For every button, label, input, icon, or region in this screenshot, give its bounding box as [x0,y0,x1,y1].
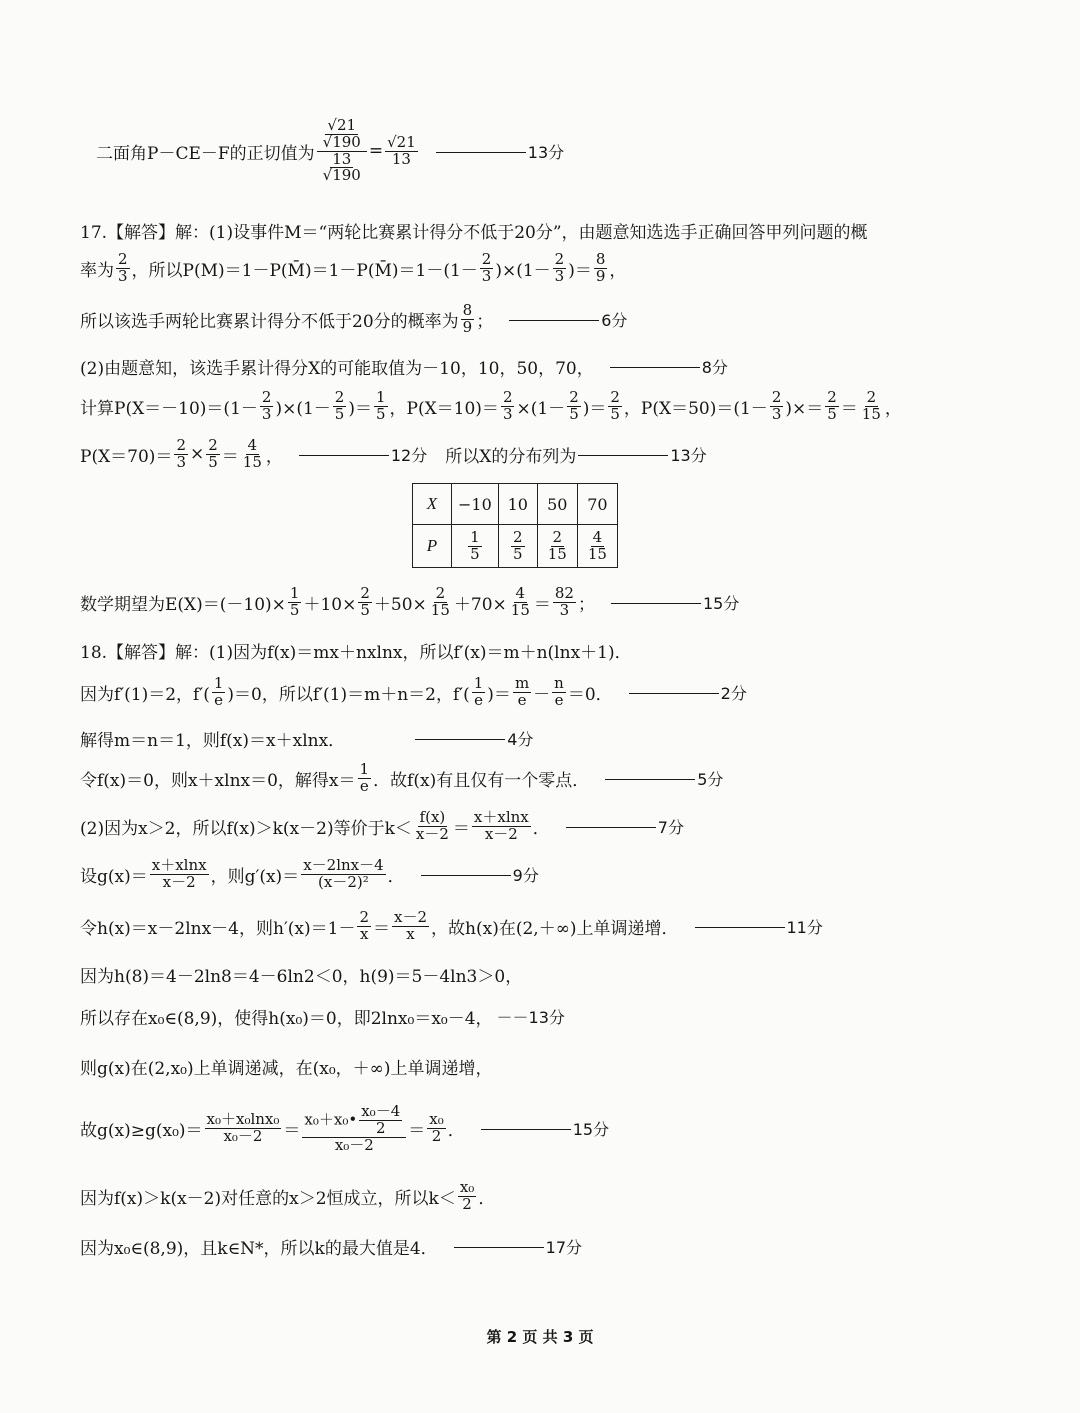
fraction: $\frac{2}{5}$ [610,388,620,423]
fraction: $\frac{8}{9}$ [595,250,606,285]
fraction: $\frac{2}{5}$ [360,584,370,619]
table-cell: 70 [577,484,617,525]
line-zero-point: 令f(x)＝0，则x＋xlnx＝0，解得x＝ $\frac{1}{e}$ ．故f(x)有且仅有一个零点． 5分 [80,760,724,795]
line-monotonicity: 则g(x)在(2,x₀)上单调递减，在(x₀，＋∞)上单调递增， [80,1059,493,1079]
line-solve-mn: 解得m＝n＝1，则f(x)＝x＋xlnx． 4分 [80,726,1020,751]
score-mark: 13分 [670,445,707,465]
fraction: $\frac{x+xlnx}{x-2}$ [151,856,207,891]
table-cell: $\frac{2}{15}$ [537,525,577,568]
table-cell: 10 [498,484,537,525]
line-define-g: 设g(x)＝ $\frac{x+xlnx}{x-2}$ ，则g′(x)＝ $\frac{x-2\ln x-4}{\text{(x－2)²}}$ ． 9分 [80,856,539,891]
line-possible-values: (2)由题意知，该选手累计得分X的可能取值为－10，10，50，70， 8分 [80,354,1020,379]
text: 二面角P－CE－F的正切值为 [96,143,315,164]
fraction: $\frac{x-2}{x}$ [394,908,428,943]
table-header-p: P [413,525,452,568]
score-mark: 4分 [507,730,534,749]
fraction: $\frac{2}{5}$ [827,388,837,423]
score-mark: 2分 [720,683,747,703]
line-h-values: 因为h(8)＝4－2ln8＝4－6ln2＜0，h(9)＝5－4ln3＞0， [80,967,523,987]
fraction: $\frac{4}{15}$ [242,436,262,471]
table-cell: $\frac{2}{5}$ [498,525,537,568]
table-cell: $\frac{1}{5}$ [452,525,499,568]
line-root-x0: 所以存在x₀∈(8,9)，使得h(x₀)＝0，即2lnx₀＝x₀－4， －－13分 [80,1004,1020,1029]
score-mark: 11分 [786,917,823,937]
table-row [413,484,618,525]
score-mark: 13分 [527,142,565,162]
page-footer: 第 2 页 共 3 页 [486,1328,594,1346]
dash-leader [611,603,701,604]
fraction: $\frac{2}{3}$ [176,436,186,471]
fraction: $\frac{2}{15}$ [430,584,450,619]
score-mark: 5分 [697,769,724,789]
dash-leader [578,455,668,456]
fraction: $\frac{n}{e}$ [554,674,564,709]
dash-leader [436,152,526,153]
fraction: $\frac{1}{e}$ [359,760,370,795]
fraction: $\frac{2}{15}$ [861,388,881,423]
fraction: $\frac{2}{3}$ [554,250,565,285]
score-mark: 15分 [702,593,740,613]
fraction: $\frac{2}{5}$ [208,436,218,471]
dash-leader [509,320,599,321]
fraction: $\frac{1}{e}$ [473,674,484,709]
fraction: $\frac{1}{5}$ [289,584,300,619]
line-derivative-conditions: 因为f′(1)＝2，f′( $\frac{1}{e}$ )＝0，所以f′(1)＝m＋n＝2，f′( $\frac{1}{e}$ )＝ $\frac{m}{e}$ － $\frac{n}{e}$ ＝0． 2分 [80,674,747,709]
line-final-answer: 因为x₀∈(8,9)，且k∈N*，所以k的最大值是4． 17分 [80,1234,1020,1259]
fraction: $\frac{x+xlnx}{x-2}$ [473,808,529,843]
table-row [413,525,618,568]
line-probability-calculations: 计算P(X＝－10)＝(1－ $\frac{2}{3}$ )×(1－ $\frac{2}{5}$ )＝ $\frac{1}{5}$ ，P(X＝10)＝ $\frac{2}{3}$ ×(1－ $\frac{2}{5}$ )＝ $\frac{2}{5}$ ，P(X＝50)＝(1－ $\frac{2}{3}$ )×＝ $\frac{2}{5}$ ＝ $\frac{2}{15}$ ， [80,388,902,423]
score-mark: －－13分 [496,1008,565,1027]
fraction: $\frac{1}{5}$ [375,388,386,423]
table-header-x: X [413,484,452,525]
score-mark: 15分 [572,1120,610,1140]
line-k-bound: 因为f(x)＞k(x－2)对任意的x＞2恒成立，所以k＜ $\frac{\text{x₀}}{2}$ ． [80,1178,496,1213]
distribution-table [412,483,618,568]
fraction: $\frac{2}{3}$ [261,388,272,423]
table-cell: 50 [537,484,577,525]
dash-leader [610,367,700,368]
line-probability-70: P(X＝70)＝ $\frac{2}{3}$ × $\frac{2}{5}$ ＝ $\frac{4}{15}$ ， 12分 所以X的分布列为 13分 [80,436,707,471]
line-define-h: 令h(x)＝x－2lnx－4，则h′(x)＝1－ $\frac{2}{x}$ ＝ $\frac{x-2}{x}$ ，故h(x)在(2,＋∞)上单调递增． 11分 [80,908,823,943]
table-cell: −10 [452,484,499,525]
fraction: $\frac{2}{3}$ [481,250,492,285]
fraction: $\frac{m}{e}$ [514,674,530,709]
q17-heading: 17.【解答】解：(1)设事件M＝“两轮比赛累计得分不低于20分”，由题意知选选手正确回答甲列问题的概 [80,223,868,243]
dash-leader [481,1129,571,1130]
fraction: $\frac{x-2\ln x-4}{\text{(x－2)²}}$ [303,856,384,891]
dash-leader [415,739,505,740]
fraction: $\frac{8}{9}$ [462,301,473,336]
dash-leader [695,927,785,928]
score-mark: 8分 [701,358,728,377]
line-conclusion-1: 所以该选手两轮比赛累计得分不低于20分的概率为 $\frac{8}{9}$ ； 6分 [80,301,628,336]
line-minimum-g: 故g(x)≥g(x₀)＝ $\frac{\text{x₀＋x₀lnx₀}}{\text{x₀－2}}$ ＝ x₀＋x₀• $\frac{\text{x₀－4}}{2}$ x₀－2 ＝ $\frac{\text{x₀}}{2}$ ． 15分 [80,1102,610,1154]
score-mark: 17分 [545,1238,583,1257]
table-cell: $\frac{4}{15}$ [577,525,617,568]
score-mark: 12分 [390,445,428,465]
dash-leader [605,779,695,780]
q18-heading: 18.【解答】解：(1)因为f(x)＝mx＋nxlnx，所以f′(x)＝m＋n(lnx＋1)． [80,643,632,663]
score-mark: 9分 [512,865,539,885]
dash-leader [566,827,656,828]
score-mark: 7分 [657,817,684,837]
fraction: $\frac{2}{3}$ [502,388,513,423]
fraction: $\frac{2}{3}$ [118,250,128,285]
fraction: $\frac{2}{5}$ [569,388,579,423]
dash-leader [629,693,719,694]
dash-leader [454,1247,544,1248]
compound-fraction: x₀＋x₀• $\frac{\text{x₀－4}}{2}$ x₀－2 [302,1104,406,1153]
fraction: $\frac{1}{e}$ [213,674,224,709]
fraction: $\frac{\text{x₀}}{2}$ [459,1178,475,1213]
fraction: $\frac{\text{x₀}}{2}$ [429,1110,444,1146]
compound-fraction: $\frac{\frac{√21}{√190}}{\frac{13}{√190}}$ [317,118,367,184]
fraction: $\frac{2}{x}$ [359,908,370,943]
dash-leader [299,455,389,456]
line-expectation: 数学期望为E(X)＝(－10)× $\frac{1}{5}$ ＋10× $\frac{2}{5}$ ＋50× $\frac{2}{15}$ ＋70× $\frac{4}{15}$ ＝ $\frac{82}{3}$ ； 15分 [80,584,740,619]
fraction: $\frac{4}{15}$ [510,584,530,619]
fraction: $\frac{82}{3}$ [554,584,574,619]
fraction: $\frac{f(x)}{x-2}$ [415,808,449,843]
fraction: $\frac{\text{x₀＋x₀lnx₀}}{\text{x₀－2}}$ [206,1110,280,1146]
line-part2-equivalence: (2)因为x＞2，所以f(x)＞k(x－2)等价于k＜ $\frac{f(x)}{x-2}$ ＝ $\frac{x+xlnx}{x-2}$ ． 7分 [80,808,684,843]
fraction: $\frac{√21}{13}$ [387,132,416,168]
fraction: $\frac{2}{3}$ [771,388,782,423]
line-probability-M: 率为 $\frac{2}{3}$ ，所以P(M)＝1－P(M̄)＝1－P(M̄)＝1－(1－ $\frac{2}{3}$ )×(1－ $\frac{2}{3}$ )＝ $\frac{8}{9}$ ， [80,250,627,285]
line-dihedral-tangent: 二面角P－CE－F的正切值为 $\frac{\frac{√21}{√190}}{\frac{13}{√190}}$ = $\frac{√21}{13}$ 13分 [96,116,565,185]
dash-leader [421,875,511,876]
fraction: $\frac{2}{5}$ [334,388,345,423]
score-mark: 6分 [601,310,628,330]
